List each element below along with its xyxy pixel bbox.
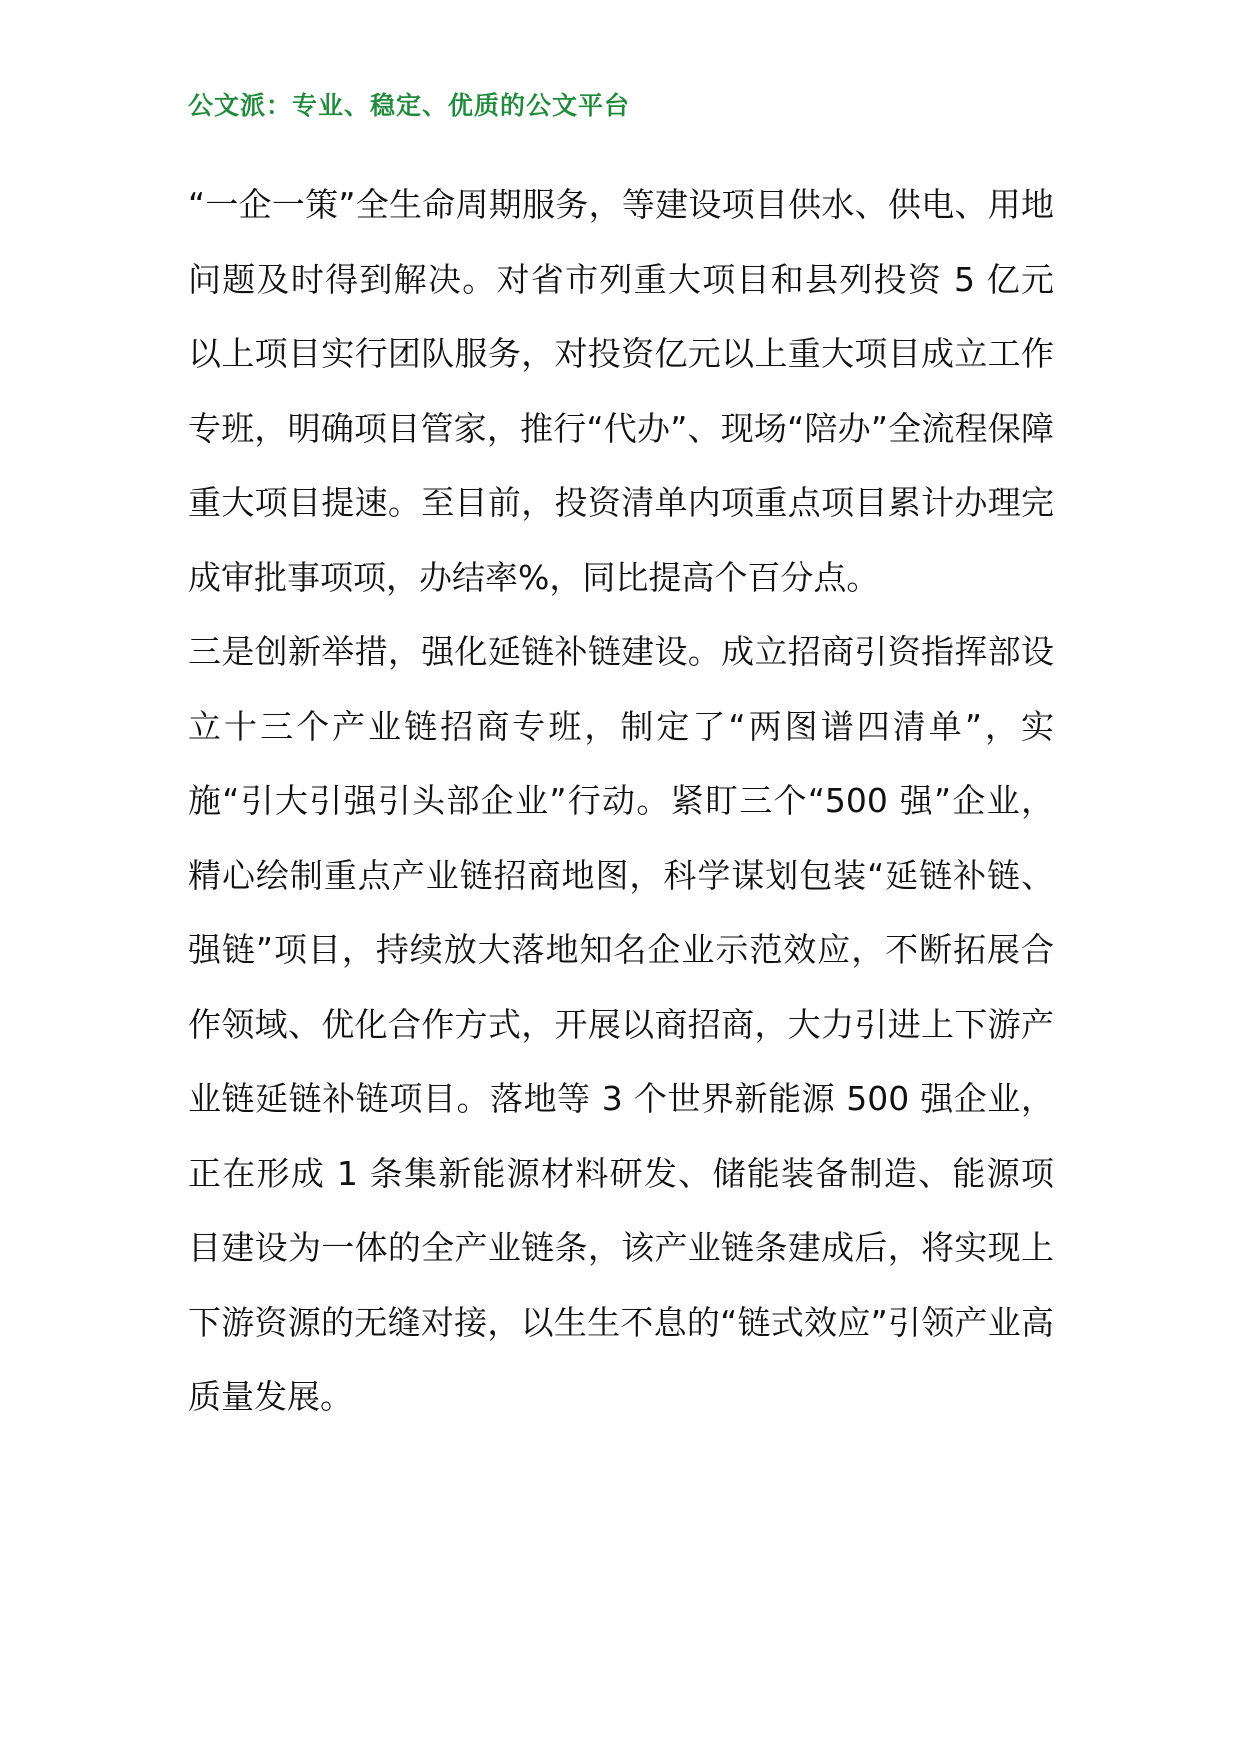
paragraph-2: 三是创新举措，强化延链补链建设。成立招商引资指挥部设立十三个产业链招商专班，制定了“两图谱四清单”，实施“引大引强引头部企业”行动。紧盯三个“500 强”企业，精心绘制重点产业链招商地图，科学谋划包装“延链补链、强链”项目，持续放大落地知名企业示范效应，不断拓展合作领域、优化合作方式，开展以商招商，大力引进上下游产业链延链补链项目。落地等 3 个世界新能源 500 强企业，正在形成 1 条集新能源材料研发、储能装备制造、能源项目建设为一体的全产业链条，该产业链条建成后，将实现上下游资源的无缝对接，以生生不息的“链式效应”引领产业高质量发展。 [188, 632, 1054, 1416]
document-body [188, 168, 1054, 1435]
paragraph-1: “一企一策”全生命周期服务，等建设项目供水、供电、用地问题及时得到解决。对省市列重大项目和县列投资 5 亿元以上项目实行团队服务，对投资亿元以上重大项目成立工作专班，明确项目管家，推行“代办”、现场“陪办”全流程保障重大项目提速。至目前，投资清单内项重点项目累计办理完成审批事项项，办结率%，同比提高个百分点。 [188, 185, 1054, 597]
site-banner-text: 公文派：专业、稳定、优质的公文平台 [188, 91, 631, 120]
